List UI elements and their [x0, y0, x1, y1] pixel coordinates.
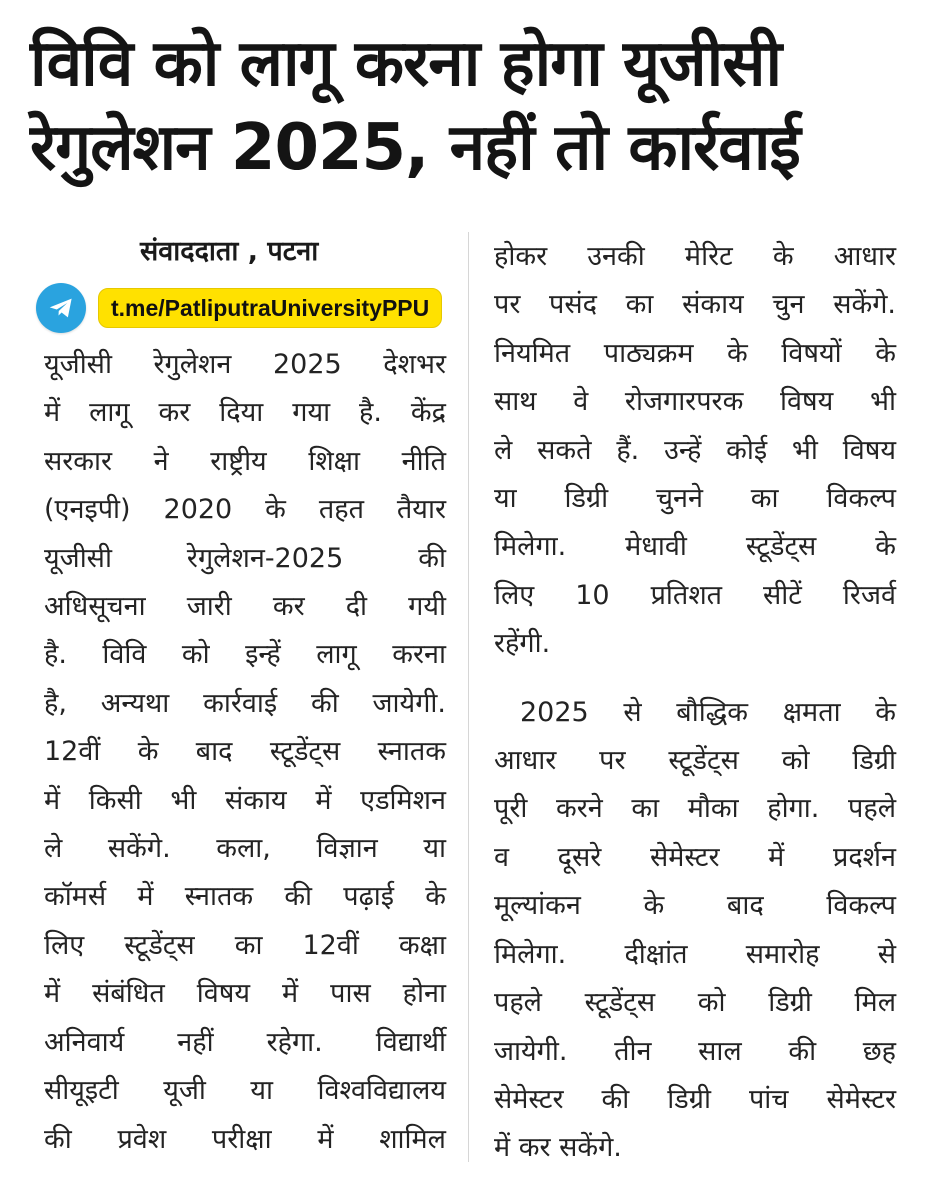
- text-line: सेमेस्टर की डिग्री पांच सेमेस्टर: [494, 1083, 896, 1115]
- text-line: नियमित पाठ्यक्रम के विषयों के: [494, 337, 896, 369]
- text-line: जायेगी. तीन साल की छह: [494, 1035, 896, 1067]
- text-line: लिए स्टूडेंट्स का 12वीं कक्षा: [44, 929, 446, 961]
- text-line: 12वीं के बाद स्टूडेंट्स स्नातक: [44, 736, 446, 768]
- column-divider: [468, 232, 469, 1162]
- text-line: साथ वे रोजगारपरक विषय भी: [494, 386, 896, 418]
- text-line: पूरी करने का मौका होगा. पहले: [494, 793, 896, 825]
- text-line: सरकार ने राष्ट्रीय शिक्षा नीति: [44, 445, 446, 477]
- byline: संवाददाता , पटना: [140, 236, 319, 267]
- headline-line-2: रेगुलेशन 2025, नहीं तो कार्रवाई: [30, 111, 800, 185]
- text-line: यूजीसी रेगुलेशन-2025 की: [44, 542, 446, 574]
- text-line: मिलेगा. मेधावी स्टूडेंट्स के: [494, 531, 896, 563]
- left-column: [44, 341, 446, 1164]
- text-line: यूजीसी रेगुलेशन 2025 देशभर: [44, 349, 446, 380]
- right-column: [494, 233, 896, 1173]
- text-line: पर पसंद का संकाय चुन सकेंगे.: [494, 289, 896, 321]
- text-line: में लागू कर दिया गया है. केंद्र: [44, 397, 446, 429]
- headline-line-1: विवि को लागू करना होगा यूजीसी: [30, 27, 782, 101]
- text-line: कॉमर्स में स्नातक की पढ़ाई के: [44, 881, 446, 913]
- text-line: आधार पर स्टूडेंट्स को डिग्री: [494, 745, 896, 777]
- text-line: होकर उनकी मेरिट के आधार: [494, 241, 896, 272]
- text-line: (एनइपी) 2020 के तहत तैयार: [44, 494, 446, 526]
- text-line: लिए 10 प्रतिशत सीटें रिजर्व: [494, 579, 896, 611]
- text-line: की प्रवेश परीक्षा में शामिल: [44, 1123, 446, 1155]
- text-line: ले सकते हैं. उन्हें कोई भी विषय: [494, 434, 896, 466]
- text-line: व दूसरे सेमेस्टर में प्रदर्शन: [494, 841, 896, 873]
- headline: [30, 22, 910, 190]
- text-line: है. विवि को इन्हें लागू करना: [44, 639, 446, 671]
- text-line: में कर सकेंगे.: [494, 1132, 622, 1164]
- text-line: मूल्यांकन के बाद विकल्प: [494, 890, 896, 922]
- text-line: अधिसूचना जारी कर दी गयी: [44, 591, 446, 623]
- text-line: या डिग्री चुनने का विकल्प: [494, 483, 896, 515]
- telegram-link[interactable]: t.me/PatliputraUniversityPPU: [98, 288, 442, 328]
- text-line: में किसी भी संकाय में एडमिशन: [44, 784, 446, 816]
- text-line: 2025 से बौद्धिक क्षमता के: [520, 696, 896, 728]
- text-line: पहले स्टूडेंट्स को डिग्री मिल: [494, 987, 896, 1019]
- text-line: है, अन्यथा कार्रवाई की जायेगी.: [44, 687, 446, 719]
- text-line: मिलेगा. दीक्षांत समारोह से: [494, 938, 896, 970]
- telegram-badge[interactable]: [36, 283, 442, 333]
- text-line: ले सकेंगे. कला, विज्ञान या: [44, 833, 446, 865]
- text-line: अनिवार्य नहीं रहेगा. विद्यार्थी: [44, 1026, 446, 1058]
- text-line: में संबंधित विषय में पास होना: [44, 978, 446, 1010]
- telegram-icon[interactable]: [36, 283, 86, 333]
- text-line: सीयूइटी यूजी या विश्वविद्यालय: [44, 1075, 446, 1107]
- text-line: रहेंगी.: [494, 628, 551, 660]
